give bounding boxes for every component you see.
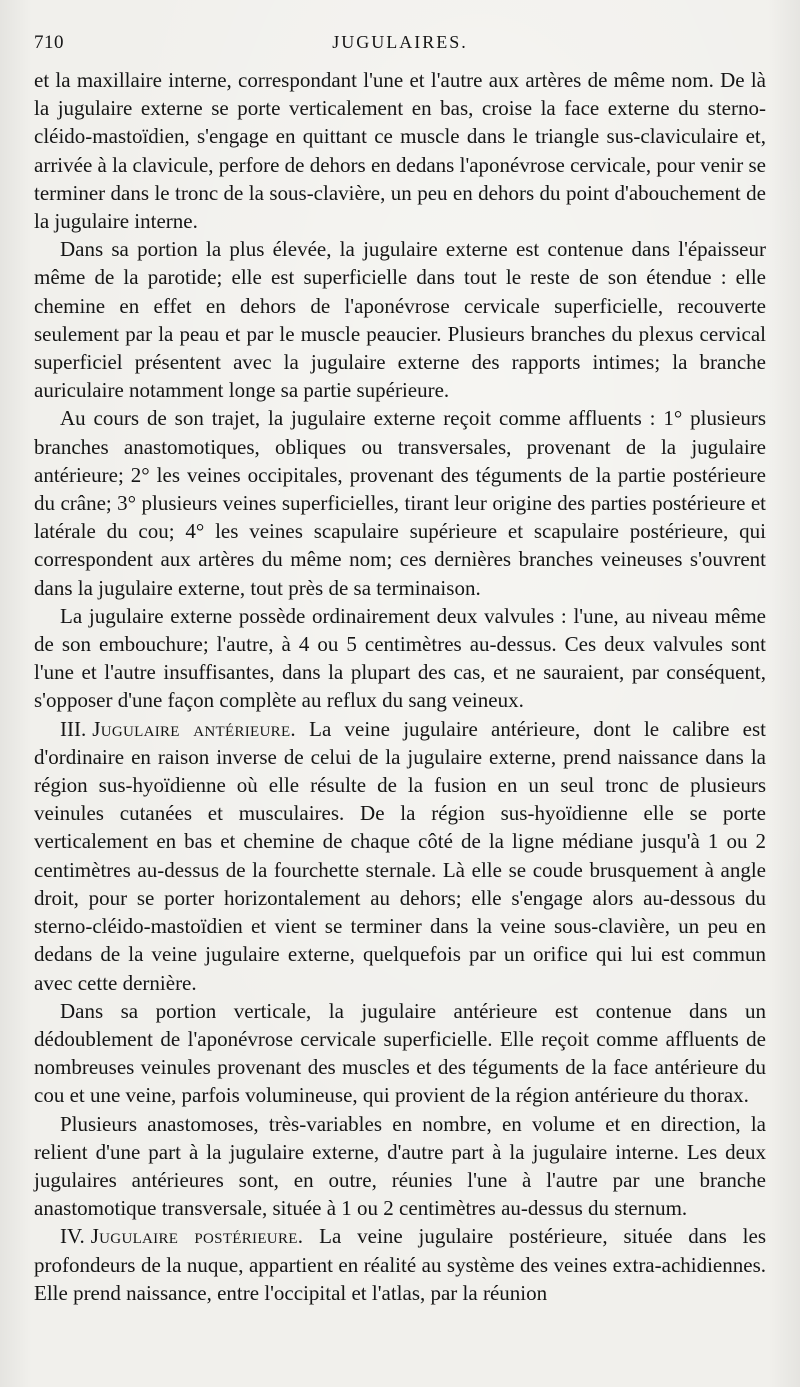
running-title: JUGULAIRES. — [332, 32, 468, 52]
page-number: 710 — [34, 32, 64, 53]
section-heading: Jugulaire antérieure. — [92, 716, 296, 741]
running-head — [34, 28, 766, 58]
paragraph: et la maxillaire interne, correspondant l'une et l'autre aux artères de même nom. De là la jugulaire externe se porte verticalement en bas, croise la face externe du sterno-cléido-mastoïdien, s'engage en quittant ce muscle dans le triangle sus-claviculaire et, arrivée à la clavicule, perfore de dehors en dedans l'aponévrose cervicale, pour venir se terminer dans le tronc de la sous-clavière, un peu en dehors du point d'abouchement de la jugulaire interne. — [34, 68, 767, 234]
paragraph: Dans sa portion verticale, la jugulaire antérieure est contenue dans un dédoublement de l'aponévrose cervicale superficielle. Elle reçoit comme affluents de nombreuses veinules provenant des muscles et des téguments de la face antérieure du cou et une veine, parfois volumineuse, qui provient de la région antérieure du thorax. — [34, 998, 766, 1108]
section-number: III. — [60, 716, 87, 741]
paragraph: La jugulaire externe possède ordinairement deux valvules : l'une, au niveau même de son embouchure; l'autre, à 4 ou 5 centimètres au-dessus. Ces deux valvules sont l'une et l'autre insuffisantes, dans la plupart des cas, et ne sauraient, par conséquent, s'opposer d'une façon complète au reflux du sang veineux. — [34, 603, 766, 713]
paragraph: Dans sa portion la plus élevée, la jugulaire externe est contenue dans l'épaisseur même de la parotide; elle est superficielle dans tout le reste de son étendue : elle chemine en effet en dehors de l'aponévrose cervicale superficielle, recouverte seulement par la peau et par le muscle peaucier. Plusieurs branches du plexus cervical superficiel présentent avec la jugulaire externe des rapports intimes; la branche auriculaire notamment longe sa partie supérieure. — [34, 237, 766, 403]
section-text: La veine jugulaire postérieure, située dans les profondeurs de la nuque, appartient en réalité au système des veines extra-achidiennes. Elle prend naissance, entre l'occipital et l'atlas, par la réunion — [34, 1224, 766, 1305]
section-heading: Jugulaire postérieure. — [90, 1224, 304, 1249]
paragraph: Plusieurs anastomoses, très-variables en nombre, en volume et en direction, la relient d'une part à la jugulaire externe, d'autre part à la jugulaire interne. Les deux jugulaires antérieures sont, en outre, réunies l'une à l'autre par une branche anastomotique transversale, située à 1 ou 2 centimètres au-dessus du sternum. — [34, 1111, 766, 1221]
section-text: La veine jugulaire antérieure, dont le calibre est d'ordinaire en raison inverse de celui de la jugulaire externe, prend naissance dans la région sus-hyoïdienne où elle résulte de la fusion en un seul tronc de plusieurs veinules cutanées et musculaires. De la région sus-hyoïdienne elle se porte verticalement en bas et chemine de chaque côté de la ligne médiane jusqu'à 1 ou 2 centimètres au-dessus de la fourchette sternale. Là elle se coude brusquement à angle droit, pour se porter horizontalement au dehors; elle s'engage alors au-dessous du sterno-cléido-mastoïdien et vient se terminer dans la veine sous-clavière, un peu en dedans de la veine jugulaire externe, quelquefois par un orifice qui lui est commun avec cette dernière. — [34, 716, 766, 995]
section-number: IV. — [60, 1224, 85, 1249]
section-posterior-jugular — [34, 1222, 766, 1307]
body-text — [34, 66, 766, 1307]
section-anterior-jugular — [34, 715, 766, 997]
paragraph: Au cours de son trajet, la jugulaire externe reçoit comme affluents : 1° plusieurs branches anastomotiques, obliques ou transversales, provenant de la jugulaire antérieure; 2° les veines occipitales, provenant des téguments de la partie postérieure du crâne; 3° plusieurs veines superficielles, tirant leur origine des parties postérieure et latérale du cou; 4° les veines scapulaire supérieure et scapulaire postérieure, qui correspondent aux artères du même nom; ces dernières branches veineuses s'ouvrent dans la jugulaire externe, tout près de sa terminaison. — [34, 406, 766, 600]
